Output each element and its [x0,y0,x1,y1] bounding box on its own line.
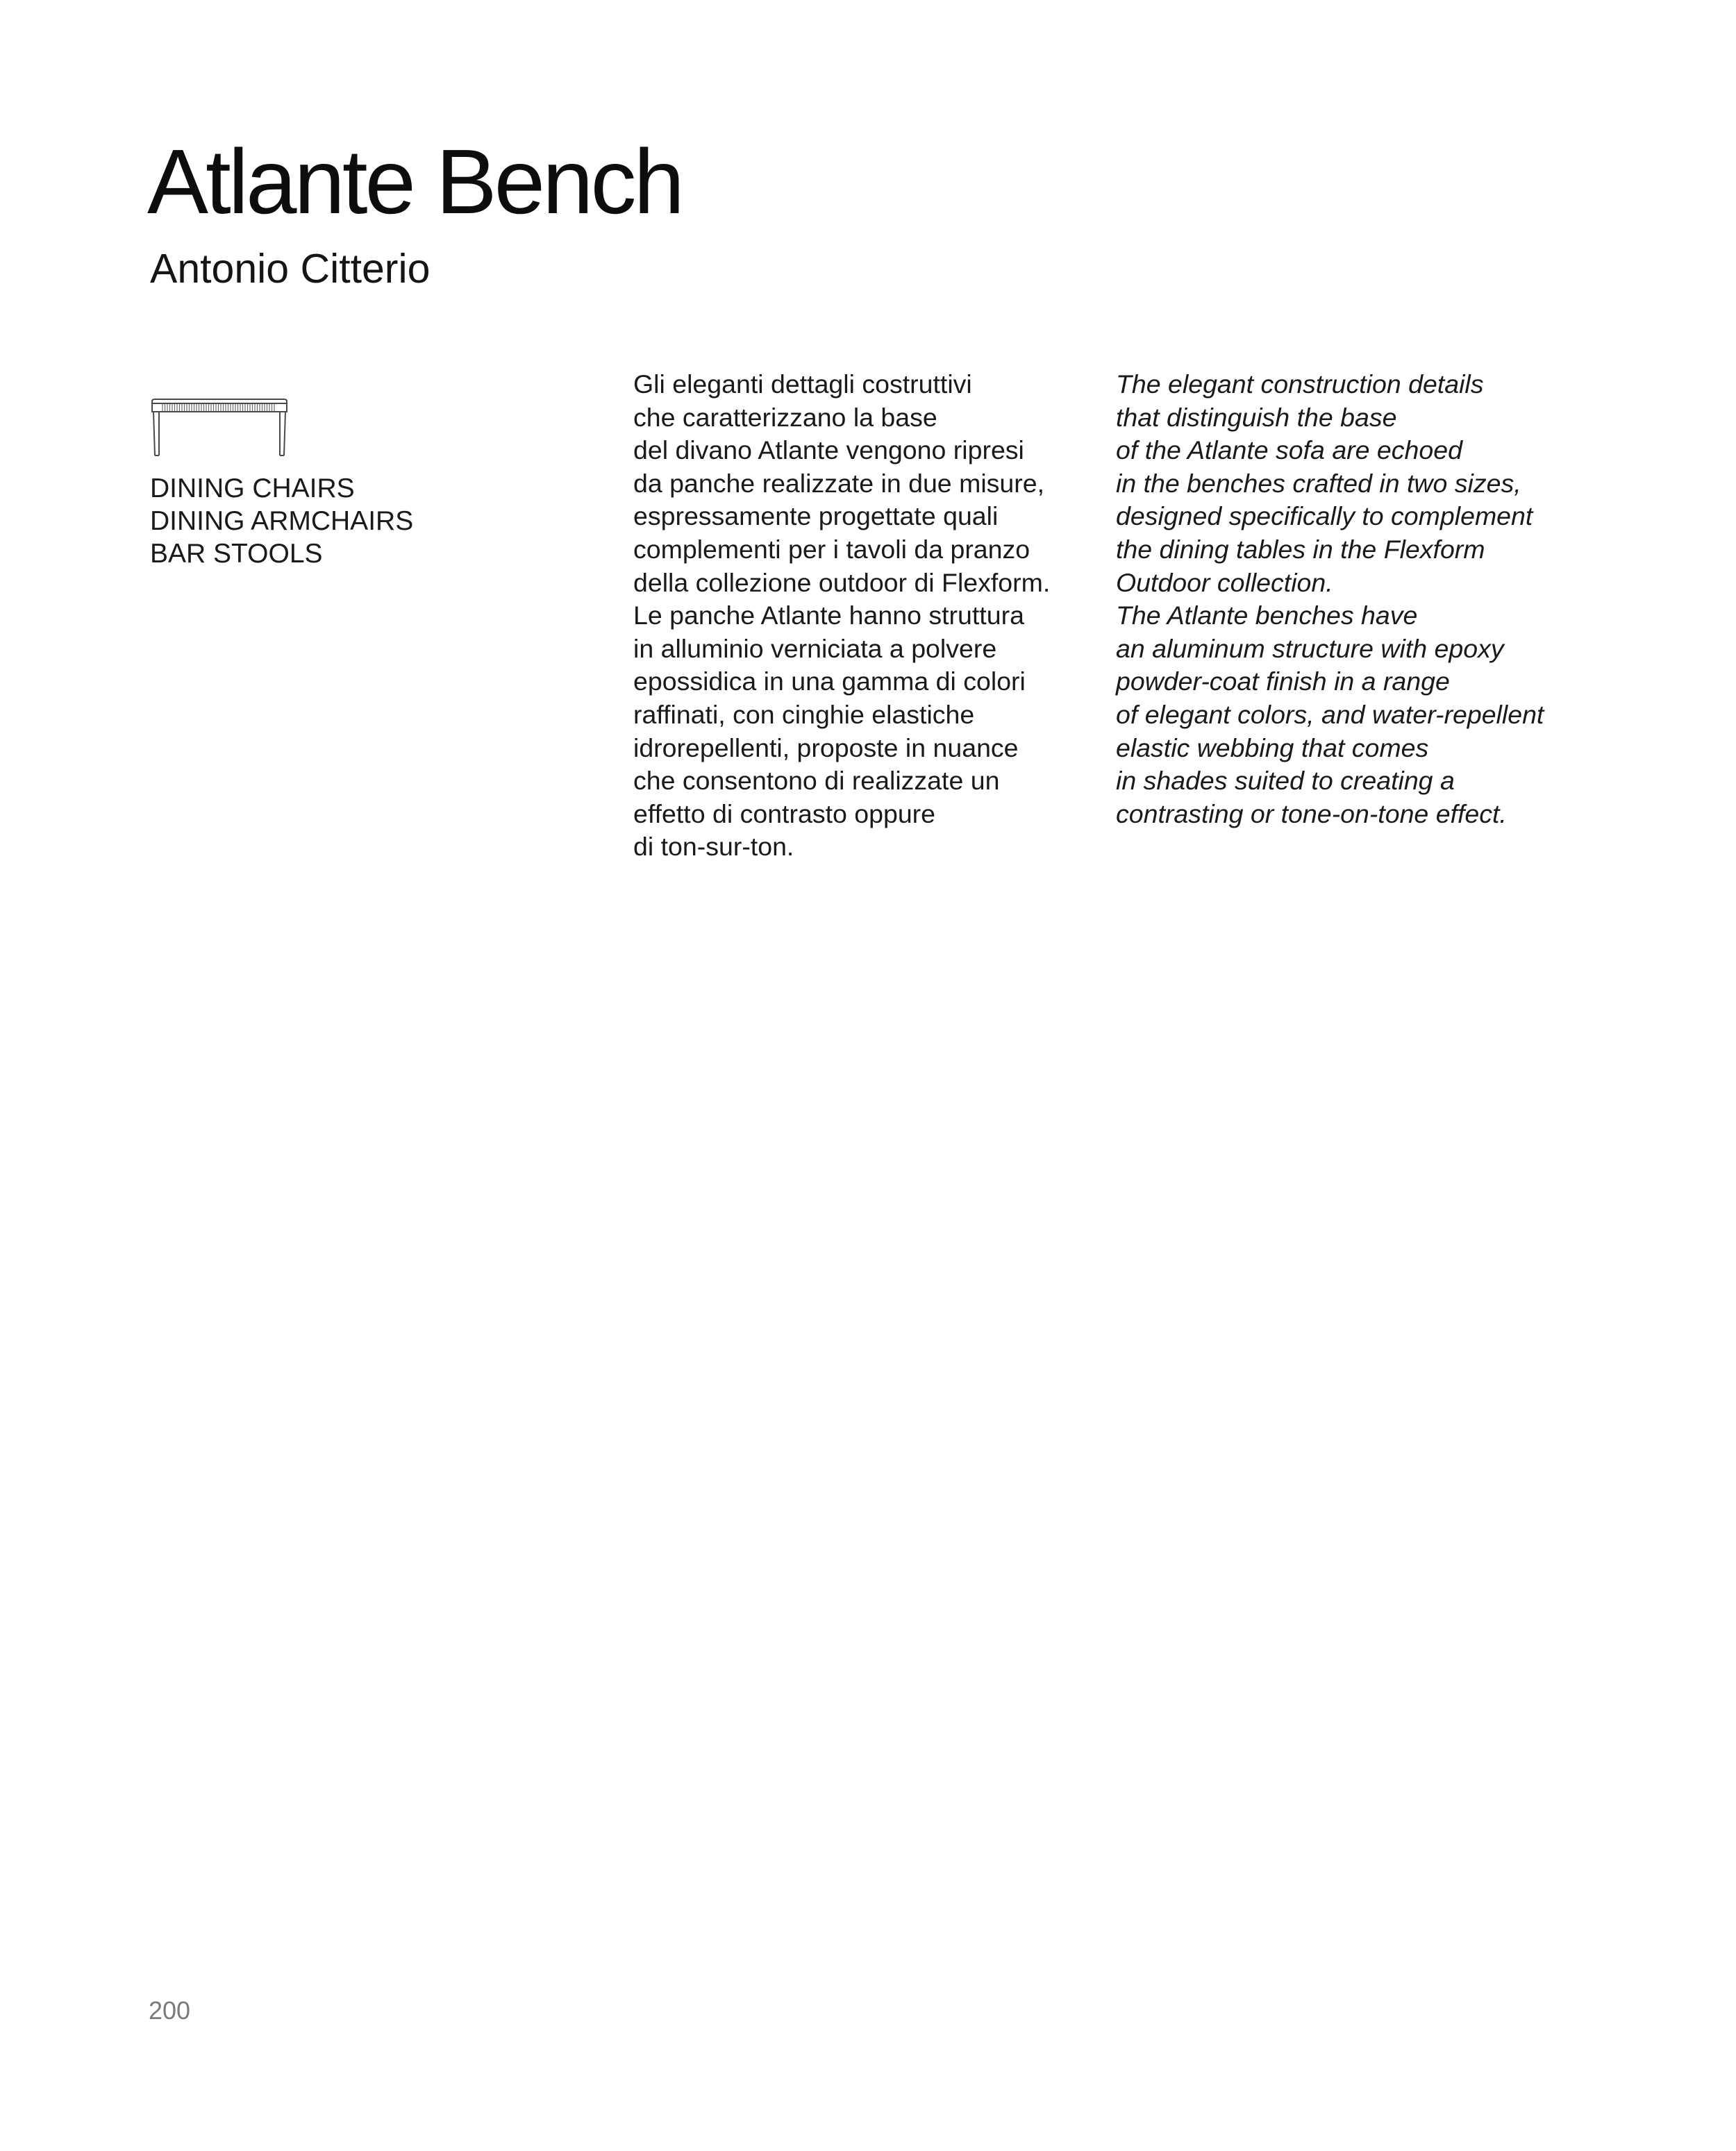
bench-outline-icon [151,399,287,457]
italian-text-line: complementi per i tavoli da pranzo [633,534,1030,564]
italian-description [633,368,1050,864]
english-text-line: contrasting or tone-on-tone effect. [1116,798,1507,828]
italian-text-line: effetto di contrasto oppure [633,798,936,828]
category-item: DINING CHAIRS [150,474,355,503]
italian-text-line: della collezione outdoor di Flexform. [633,567,1051,597]
english-text-line: The elegant construction details [1116,369,1484,399]
italian-text-line: Gli eleganti dettagli costruttivi [633,369,972,399]
italian-text-line: che consentono di realizzate un [633,766,1000,796]
english-text-line: in shades suited to creating a [1116,766,1455,796]
italian-text-line: raffinati, con cinghie elastiche [633,699,975,729]
italian-text-line: del divano Atlante vengono ripresi [633,435,1024,465]
italian-text-line: epossidica in una gamma di colori [633,667,1026,696]
english-text-line: an aluminum structure with epoxy [1116,633,1504,663]
english-text-line: The Atlante benches have [1116,601,1418,630]
category-item: BAR STOOLS [150,539,323,569]
italian-text-line: espressamente progettate quali [633,501,999,531]
english-text-line: in the benches crafted in two sizes, [1116,468,1521,498]
italian-text-line: da panche realizzate in due misure, [633,468,1045,498]
english-text-line: of the Atlante sofa are echoed [1116,435,1462,465]
english-text-line: designed specifically to complement [1116,501,1533,531]
english-text-line: of elegant colors, and water-repellent [1116,699,1544,729]
italian-text-line: che caratterizzano la base [633,402,937,432]
english-text-line: Outdoor collection. [1116,567,1333,597]
english-text-line: elastic webbing that comes [1116,733,1429,762]
page-title: Atlante Bench [147,131,682,233]
english-text-line: that distinguish the base [1116,402,1397,432]
italian-text-line: in alluminio verniciata a polvere [633,633,997,663]
italian-text-line: idrorepellenti, proposte in nuance [633,733,1019,762]
english-description [1116,368,1544,830]
english-text-line: powder-coat finish in a range [1116,667,1450,696]
category-item: DINING ARMCHAIRS [150,506,414,536]
category-list [150,472,413,570]
italian-text-line: di ton-sur-ton. [633,832,794,862]
page-number: 200 [149,1996,191,2025]
english-text-line: the dining tables in the Flexform [1116,534,1485,564]
designer-name: Antonio Citterio [150,246,431,292]
italian-text-line: Le panche Atlante hanno struttura [633,601,1024,630]
